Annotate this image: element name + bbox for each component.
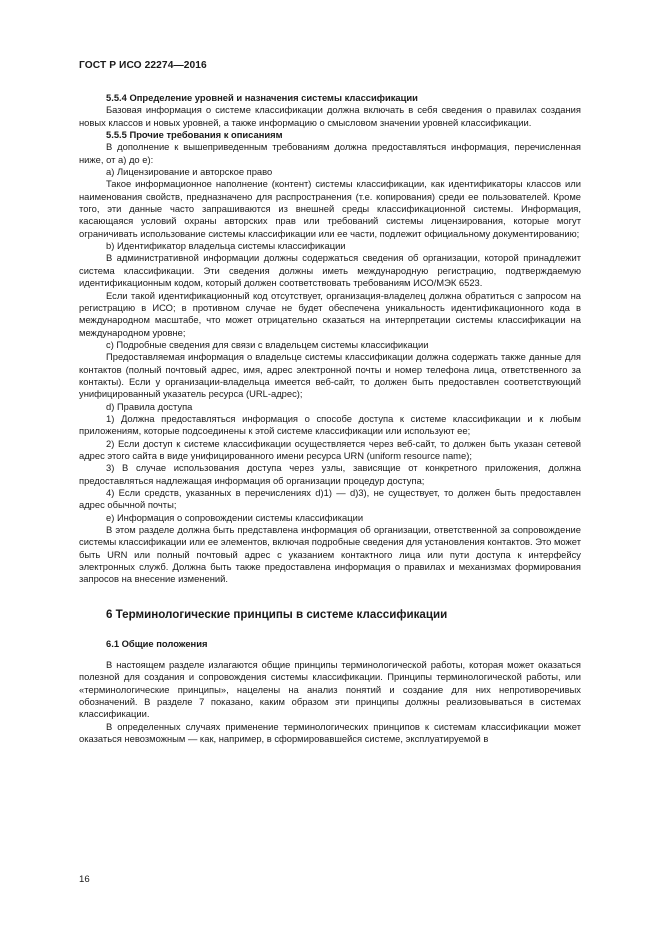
spacer: [79, 586, 581, 608]
paragraph: Предоставляемая информация о владельце системы классификации должна содержать также данные для контактов (полный почтовый адрес, имя, адрес электронной почты и номер телефона лица, ответственного за контакты). Если у организации-владельца имеется веб-сайт, то должен быть предоставлен соответствующий унифицированный указатель ресурса (URL-адрес);: [79, 351, 581, 400]
paragraph: В определенных случаях применение терминологических принципов к системам классификации может оказаться невозможным — как, например, в сформировавшейся системе, эксплуатируемой в: [79, 720, 581, 745]
page-number: 16: [79, 874, 90, 885]
paragraph: В дополнение к вышеприведенным требованиям должна предоставляться информация, перечисленная ниже, от a) до e):: [79, 141, 581, 165]
document-body: [79, 92, 581, 746]
paragraph: 4) Если средств, указанных в перечислениях d)1) — d)3), не существует, то должен быть предоставлен адрес обычной почты;: [79, 487, 581, 511]
subsection-heading: 6.1 Общие положения: [106, 637, 208, 649]
paragraph: d) Правила доступа: [106, 400, 193, 412]
clause-heading: 5.5.4 Определение уровней и назначения системы классификации: [106, 92, 418, 103]
paragraph: Базовая информация о системе классификации должна включать в себя сведения о правилах создания новых классов и новых уровней, а также информацию о смысловом значении уровней классификации.: [79, 104, 581, 128]
paragraph: В этом разделе должна быть представлена информация об организации, ответственной за сопровождение системы классификации или ее элементов, включая подробные сведения для установления контактов. Это может быть URN или полный почтовый адрес с указанием контактного лица или пути доступа к интерфейсу электронных служб. Должна быть также предоставлена информация о правилах и механизмах формирования запросов на внесение изменений.: [79, 524, 581, 585]
paragraph: В настоящем разделе излагаются общие принципы терминологической работы, которая может оказаться полезной для создания и сопровождения системы классификации. Принципы терминологической работы, или «терминологические принципы», нацелены на анализ понятий и создание для них непротиворечивых обозначений. В разделе 7 показано, каким образом эти принципы должны реализовываться в системах классификации.: [79, 659, 581, 720]
paragraph: Если такой идентификационный код отсутствует, организация-владелец должна обратиться с запросом на регистрацию в ИСО; в противном случае не будет обеспечена уникальность идентификационного кода в международном масштабе, что может отрицательно сказаться на интерпретации системы классификации на международном уровне;: [79, 289, 581, 338]
paragraph: 2) Если доступ к системе классификации осуществляется через веб-сайт, то должен быть указан сетевой адрес этого сайта в виде унифицированного имени ресурса URN (uniform resource name);: [79, 437, 581, 461]
document-header: ГОСТ Р ИСО 22274—2016: [79, 60, 207, 71]
paragraph: a) Лицензирование и авторское право: [106, 166, 273, 178]
paragraph: В административной информации должны содержаться сведения об организации, которой принадлежит система классификации. Эти сведения должны иметь международную регистрацию, подтверждаемую идентификационным кодом, который должен соответствовать требованиям ИСО/МЭК 6523.: [79, 252, 581, 289]
spacer: [79, 622, 581, 638]
spacer: [79, 650, 581, 659]
paragraph: c) Подробные сведения для связи с владельцем системы классификации: [106, 338, 429, 350]
paragraph: Такое информационное наполнение (контент) системы классификации, как идентификаторы классов или наименования свойств, предназначено для распространения (т.е. копирования) среди ее пользователей. Кроме того, эти данные часто запрашиваются из внешней среды классификационной системы. Информация, касающаяся условий охраны авторских прав или требований системы лицензирования, которые могут ограничивать использование системы классификации или ее части, подлежит официальному документированию;: [79, 178, 581, 239]
paragraph: 3) В случае использования доступа через узлы, зависящие от конкретного приложения, должна предоставляться надлежащая информация об организации процедур доступа;: [79, 462, 581, 486]
section-heading: 6 Терминологические принципы в системе классификации: [106, 607, 448, 621]
paragraph: 1) Должна предоставляться информация о способе доступа к системе классификации и к любым приложениям, которые подсоединены к этой системе классификации или используют ее;: [79, 412, 581, 437]
paragraph: e) Информация о сопровождении системы классификации: [106, 511, 364, 523]
clause-heading: 5.5.5 Прочие требования к описаниям: [106, 129, 283, 141]
paragraph: b) Идентификатор владельца системы классификации: [106, 240, 346, 252]
